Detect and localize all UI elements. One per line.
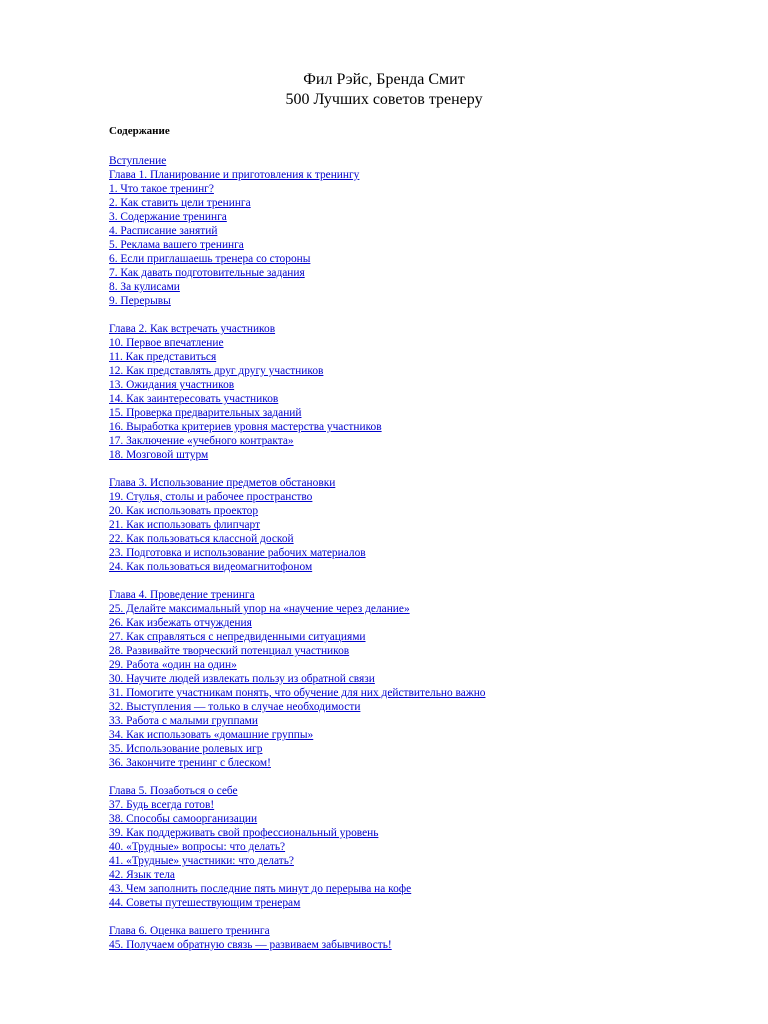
toc-link[interactable]: Глава 4. Проведение тренинга <box>109 589 255 601</box>
toc-link[interactable]: 34. Как использовать «домашние группы» <box>109 729 314 741</box>
toc-link[interactable]: Глава 3. Использование предметов обстановки <box>109 477 336 489</box>
toc-link[interactable]: 1. Что такое тренинг? <box>109 183 214 195</box>
toc-link[interactable]: 36. Закончите тренинг с блеском! <box>109 757 271 769</box>
toc-link[interactable]: 19. Стулья, столы и рабочее пространство <box>109 491 313 503</box>
toc-link[interactable]: 15. Проверка предварительных заданий <box>109 407 302 419</box>
toc-link[interactable]: 8. За кулисами <box>109 281 180 293</box>
toc-link[interactable]: 39. Как поддерживать свой профессиональный уровень <box>109 827 379 839</box>
toc-link[interactable]: 6. Если приглашаешь тренера со стороны <box>109 253 311 265</box>
toc-link[interactable]: 30. Научите людей извлекать пользу из обратной связи <box>109 673 375 685</box>
toc-link[interactable]: 11. Как представиться <box>109 351 217 363</box>
toc-link[interactable]: 42. Язык тела <box>109 869 175 881</box>
toc-link[interactable]: 21. Как использовать флипчарт <box>109 519 261 531</box>
toc-link[interactable]: 2. Как ставить цели тренинга <box>109 197 251 209</box>
toc-link[interactable]: 18. Мозговой штурм <box>109 449 209 461</box>
toc-link[interactable]: 25. Делайте максимальный упор на «научение через делание» <box>109 603 410 615</box>
toc-link[interactable]: Глава 5. Позаботься о себе <box>109 785 238 797</box>
toc-group <box>109 924 669 952</box>
toc-group <box>109 784 669 910</box>
document-title: 500 Лучших советов тренеру <box>285 91 483 108</box>
toc-link[interactable]: 27. Как справляться с непредвиденными ситуациями <box>109 631 366 643</box>
toc-link[interactable]: 37. Будь всегда готов! <box>109 799 215 811</box>
toc-link[interactable]: 3. Содержание тренинга <box>109 211 227 223</box>
toc-link[interactable]: 17. Заключение «учебного контракта» <box>109 435 294 447</box>
toc-group <box>109 154 669 308</box>
toc-link[interactable]: 4. Расписание занятий <box>109 225 218 237</box>
toc-link[interactable]: 24. Как пользоваться видеомагнитофоном <box>109 561 313 573</box>
toc-link[interactable]: 43. Чем заполнить последние пять минут до перерыва на кофе <box>109 883 412 895</box>
toc-link[interactable]: 14. Как заинтересовать участников <box>109 393 279 405</box>
table-of-contents <box>109 154 669 966</box>
toc-link[interactable]: 35. Использование ролевых игр <box>109 743 263 755</box>
title-block <box>0 70 768 110</box>
toc-group <box>109 322 669 462</box>
toc-group <box>109 476 669 574</box>
toc-link[interactable]: 40. «Трудные» вопросы: что делать? <box>109 841 286 853</box>
toc-link[interactable]: 10. Первое впечатление <box>109 337 224 349</box>
toc-link[interactable]: 16. Выработка критериев уровня мастерства участников <box>109 421 382 433</box>
toc-heading: Содержание <box>109 125 170 137</box>
toc-link[interactable]: 9. Перерывы <box>109 295 171 307</box>
toc-link[interactable]: 28. Развивайте творческий потенциал участников <box>109 645 350 657</box>
toc-link[interactable]: 31. Помогите участникам понять, что обучение для них действительно важно <box>109 687 486 699</box>
toc-link[interactable]: 23. Подготовка и использование рабочих материалов <box>109 547 366 559</box>
toc-link[interactable]: 38. Способы самоорганизации <box>109 813 258 825</box>
toc-link[interactable]: 22. Как пользоваться классной доской <box>109 533 294 545</box>
toc-link[interactable]: Глава 6. Оценка вашего тренинга <box>109 925 270 937</box>
toc-link[interactable]: 20. Как использовать проектор <box>109 505 259 517</box>
toc-link[interactable]: 12. Как представлять друг другу участников <box>109 365 324 377</box>
toc-link[interactable]: 5. Реклама вашего тренинга <box>109 239 244 251</box>
toc-link[interactable]: 7. Как давать подготовительные задания <box>109 267 305 279</box>
toc-link[interactable]: 32. Выступления — только в случае необходимости <box>109 701 361 713</box>
toc-link[interactable]: Вступление <box>109 155 167 167</box>
toc-link[interactable]: 26. Как избежать отчуждения <box>109 617 252 629</box>
toc-link[interactable]: 33. Работа с малыми группами <box>109 715 258 727</box>
toc-group <box>109 588 669 770</box>
toc-link[interactable]: 13. Ожидания участников <box>109 379 235 391</box>
toc-link[interactable]: Глава 1. Планирование и приготовления к тренингу <box>109 169 360 181</box>
toc-link[interactable]: 45. Получаем обратную связь — развиваем забывчивость! <box>109 939 392 951</box>
toc-link[interactable]: Глава 2. Как встречать участников <box>109 323 276 335</box>
document-authors: Фил Рэйс, Бренда Смит <box>303 71 465 88</box>
toc-link[interactable]: 41. «Трудные» участники: что делать? <box>109 855 294 867</box>
toc-link[interactable]: 44. Советы путешествующим тренерам <box>109 897 301 909</box>
toc-link[interactable]: 29. Работа «один на один» <box>109 659 237 671</box>
